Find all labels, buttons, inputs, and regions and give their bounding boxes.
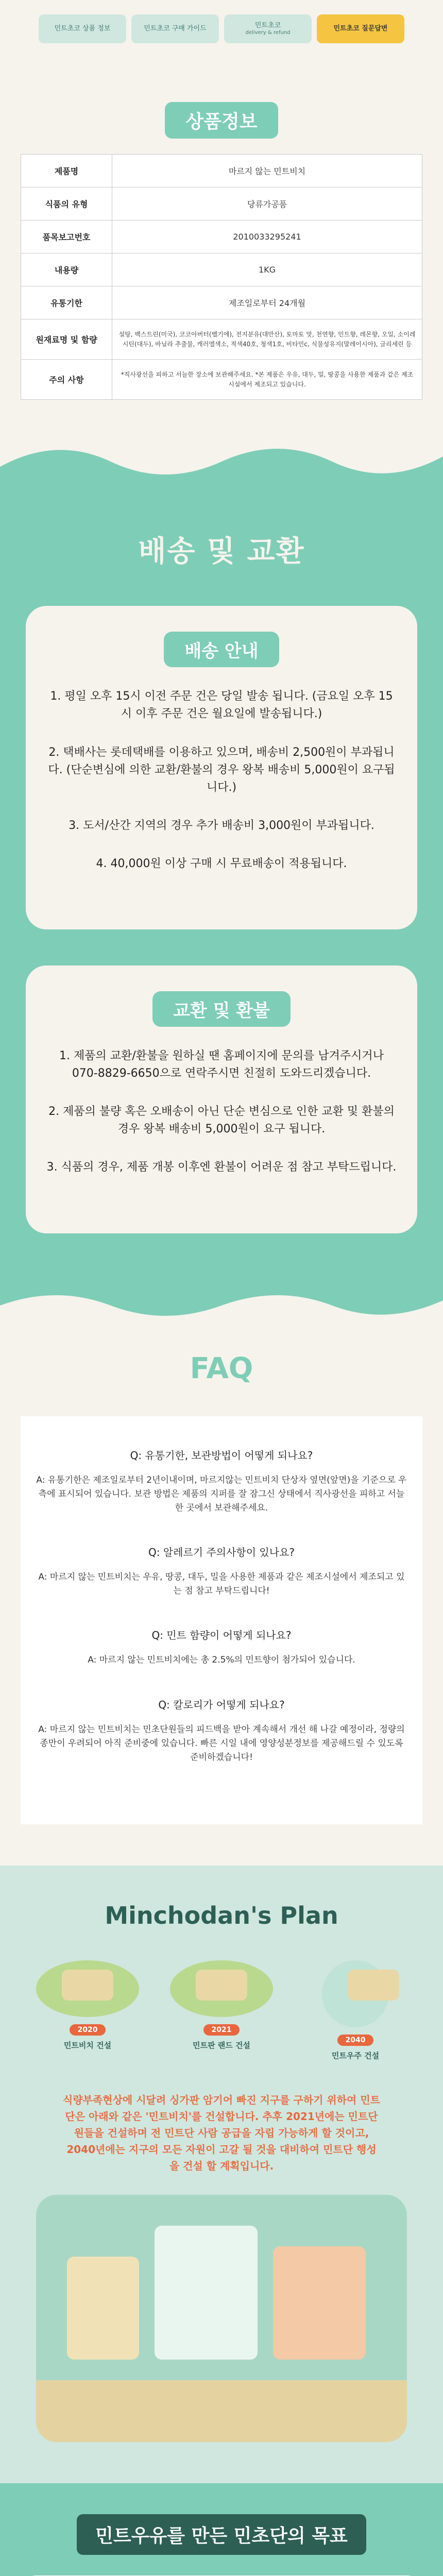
tab-sublabel: delivery & refund	[245, 29, 291, 36]
row-value: 제조일로부터 24개월	[112, 286, 422, 319]
plan-description: 식량부족현상에 시달려 싱가판 암기어 빠진 지구를 구하기 위하여 민트단은 아래와 같은 '민트비치'를 건설합니다. 추후 2021년에는 민트단원들을 건설하며 전 민트단 사람 공급을 자립 가능하게 할 것이고, 2040년에는 지구의 모든 자원이 고갈 될 것을 대비하여 민트단 행성을 건설 할 계획입니다.	[63, 2094, 380, 2173]
plan-item	[165, 1960, 278, 2061]
wave-divider	[0, 431, 443, 493]
plan-item	[299, 1960, 412, 2061]
row-value: 설탕, 백스트린(미국), 코코아버터(벨기에), 전지분유(대만산), 토마토 맛, 천연향, 민트향, 레몬향, 오일, 소이레시틴(대두), 바닐라 추출물, 캐러멜색소, 적색40호, 청색1호, 비타민c, 식물성유지(말레이시아), 글리세린 등	[112, 319, 422, 360]
row-key: 내용량	[21, 253, 112, 286]
faq-question: Q: 민트 함량이 어떻게 되나요?	[151, 1629, 292, 1642]
refund-item: 2. 제품의 불량 혹은 오배송이 아닌 단순 변심으로 인한 교환 및 환불의 경우 왕복 배송비 5,000원이 요구 됩니다.	[48, 1105, 395, 1136]
table-row	[21, 253, 422, 286]
plan-timeline	[0, 1960, 443, 2061]
planet-illustration	[322, 1960, 389, 2027]
building-shape	[155, 2226, 258, 2360]
tab-bar	[0, 0, 443, 64]
tab-label: 민트초코 상품 정보	[54, 24, 111, 32]
table-row	[21, 286, 422, 319]
faq-list	[21, 1416, 422, 1825]
plan-year-badge: 2040	[337, 2035, 374, 2046]
faq-wave	[0, 1275, 443, 1331]
product-info-section	[0, 64, 443, 431]
tab-faq[interactable]	[317, 14, 404, 43]
mint-city-illustration	[36, 2195, 407, 2442]
refund-item: 3. 식품의 경우, 제품 개봉 이후엔 환불이 어려운 점 참고 부탁드립니다.	[46, 1161, 397, 1174]
plan-caption: 민트비치 건설	[63, 2041, 112, 2050]
beach-shape	[36, 2380, 407, 2442]
row-value: 1KG	[112, 253, 422, 286]
row-key: 유통기한	[21, 286, 112, 319]
refund-item: 1. 제품의 교환/환불을 원하실 땐 홈페이지에 문의를 남겨주시거나 070-8829-6650으로 연락주시면 친절히 도와드리겠습니다.	[59, 1049, 384, 1080]
row-key: 제품명	[21, 155, 112, 188]
plan-section	[0, 1866, 443, 2483]
delivery-guide-label: 배송 안내	[164, 632, 279, 667]
product-info-table	[21, 154, 422, 400]
faq-answer: A: 유통기한은 제조일로부터 2년이내이며, 마르지않는 민트비치 단상자 옆면(앞면)을 기준으로 우측에 표시되어 있습니다. 보관 방법은 제품의 지퍼를 잘 잠그신 상태에서 직사광선을 피하고 서늘한 곳에서 보관해주세요.	[36, 1475, 407, 1513]
table-row	[21, 360, 422, 400]
plan-title: Minchodan's Plan	[105, 1902, 338, 1930]
tab-label: 민트초코 구매 가이드	[144, 24, 207, 32]
tab-purchase-guide[interactable]	[131, 14, 219, 43]
table-row	[21, 319, 422, 360]
row-key: 주의 사항	[21, 360, 112, 400]
tab-label: 민트초코	[254, 21, 281, 29]
island-illustration	[36, 1960, 139, 2017]
delivery-guide-panel	[26, 606, 417, 929]
faq-question: Q: 칼로리가 어떻게 되나요?	[158, 1698, 285, 1711]
plan-caption: 민트우주 건설	[331, 2051, 380, 2061]
goals-section	[0, 2483, 443, 2576]
goals-title: 민트우유를 만든 민초단의 목표	[77, 2514, 366, 2555]
guide-item: 3. 도서/산간 지역의 경우 추가 배송비 3,000원이 부과됩니다.	[69, 819, 374, 832]
row-value: *직사광선을 피하고 서늘한 장소에 보관해주세요. *본 제품은 우유, 대두, 밀, 땅콩을 사용한 제품과 같은 제조시설에서 제조되고 있습니다.	[112, 360, 422, 400]
row-value: 2010033295241	[112, 221, 422, 253]
row-value: 당류가공품	[112, 188, 422, 221]
guide-item: 1. 평일 오후 15시 이전 주문 건은 당일 발송 됩니다. (금요일 오후 15시 이후 주문 건은 월요일에 발송됩니다.)	[50, 690, 393, 721]
guide-item: 2. 택배사는 롯데택배를 이용하고 있으며, 배송비 2,500원이 부과됩니다. (단순변심에 의한 교환/환불의 경우 왕복 배송비 5,000원이 요구됩니다.)	[48, 745, 395, 794]
table-row	[21, 155, 422, 188]
faq-answer: A: 마르지 않는 민트비치는 우유, 땅콩, 대두, 밀을 사용한 제품과 같은 제조시설에서 제조되고 있는 점 참고 부탁드립니다!	[38, 1572, 405, 1597]
guide-item: 4. 40,000원 이상 구매 시 무료배송이 적용됩니다.	[96, 857, 347, 870]
faq-title: FAQ	[190, 1351, 253, 1385]
section-title: 상품정보	[165, 102, 278, 139]
faq-answer: A: 마르지 않는 민트비치는 민초단원들의 피드백을 받아 계속해서 개선 해 나갈 예정이라, 정량의 종만이 우려되어 아직 준비중에 있습니다. 빠른 시일 내에 영양성분정보를 제공해드릴 수 있도록 준비하겠습니다!	[38, 1724, 405, 1762]
plan-year-badge: 2020	[70, 2024, 106, 2036]
refund-label: 교환 및 환불	[152, 991, 291, 1027]
delivery-title: 배송 및 교환	[138, 535, 305, 569]
plan-item	[31, 1960, 144, 2061]
faq-answer: A: 마르지 않는 민트비치에는 총 2.5%의 민트향이 첨가되어 있습니다.	[88, 1655, 355, 1666]
island-illustration	[170, 1960, 273, 2017]
faq-question: Q: 유통기한, 보관방법이 어떻게 되나요?	[130, 1449, 313, 1462]
tab-label: 민트초코 질문답변	[333, 24, 388, 32]
faq-section	[0, 1275, 443, 1866]
delivery-section	[0, 493, 443, 1274]
row-value: 마르지 않는 민트비치	[112, 155, 422, 188]
table-row	[21, 188, 422, 221]
row-key: 품목보고번호	[21, 221, 112, 253]
tab-delivery[interactable]	[224, 14, 312, 43]
building-shape	[273, 2246, 366, 2360]
faq-question: Q: 알레르기 주의사항이 있나요?	[148, 1546, 295, 1559]
row-key: 원재료명 및 함량	[21, 319, 112, 360]
building-shape	[67, 2257, 139, 2360]
product-info-heading	[0, 102, 443, 139]
plan-year-badge: 2021	[203, 2024, 240, 2036]
refund-panel	[26, 965, 417, 1233]
plan-caption: 민트판 랜드 건설	[193, 2041, 250, 2050]
tab-product-info[interactable]	[39, 14, 126, 43]
table-row	[21, 221, 422, 253]
wave-shape	[0, 431, 443, 493]
row-key: 식품의 유형	[21, 188, 112, 221]
